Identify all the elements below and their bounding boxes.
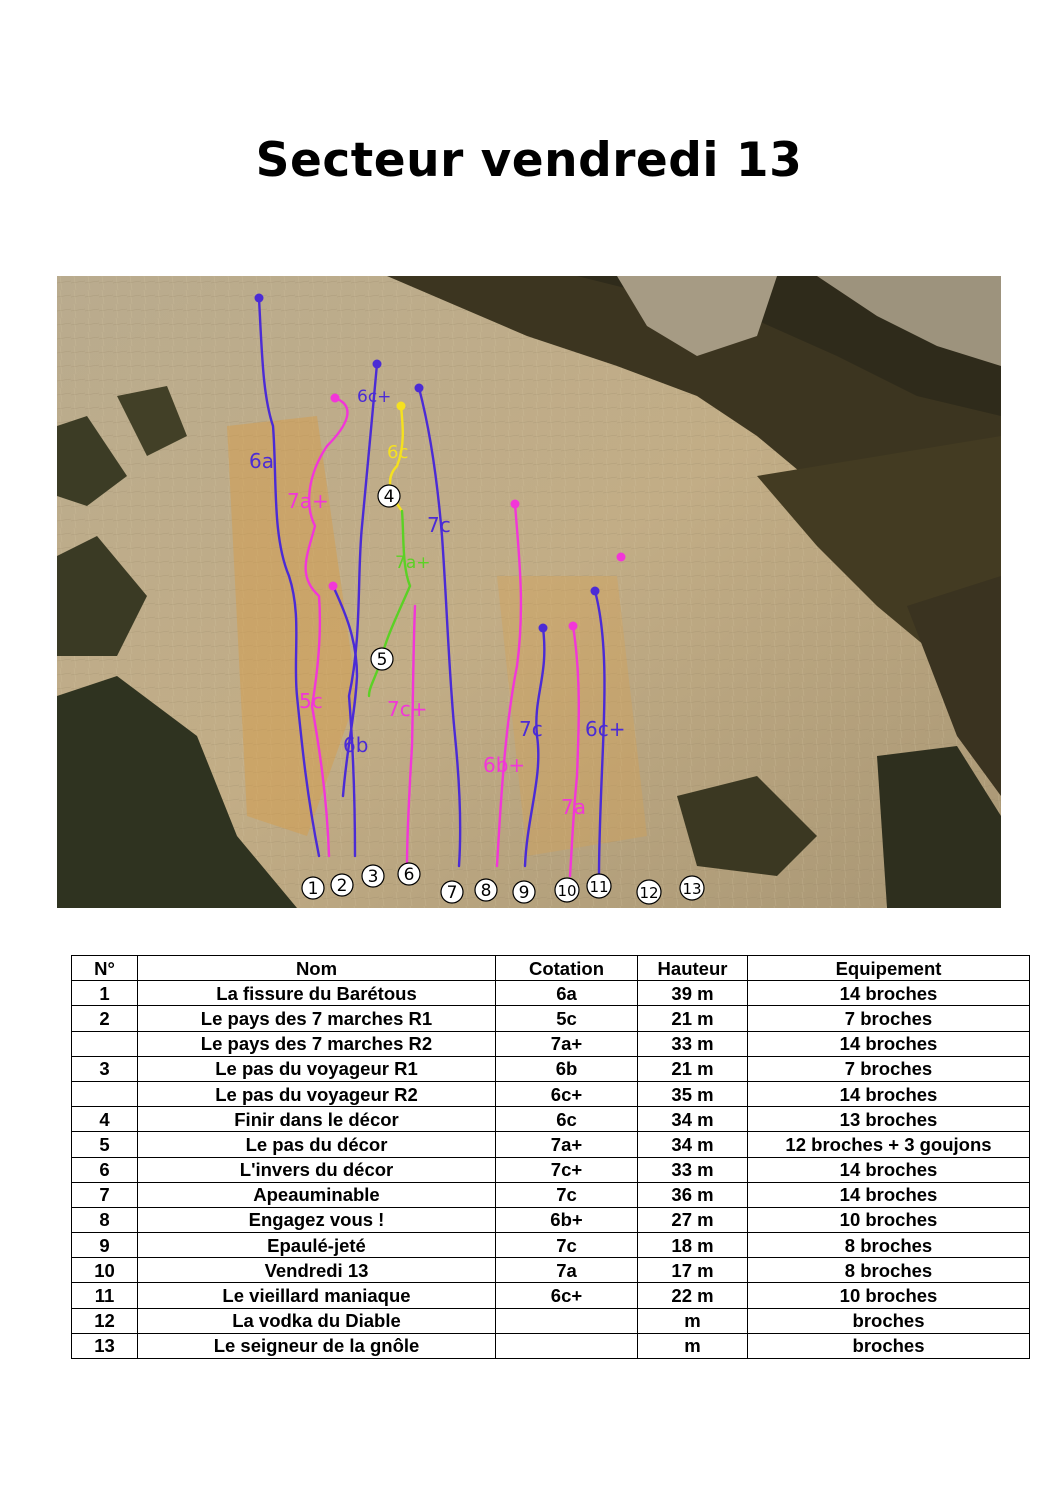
- cell-height: 18 m: [638, 1233, 748, 1258]
- cell-number: [72, 1031, 138, 1056]
- cell-height: 35 m: [638, 1081, 748, 1106]
- route-4-top-dot: [397, 402, 406, 411]
- cell-number: 8: [72, 1207, 138, 1232]
- header-grade: Cotation: [496, 956, 638, 981]
- page-title: Secteur vendredi 13: [255, 133, 803, 188]
- svg-text:8: 8: [480, 881, 492, 901]
- cell-grade: 6c+: [496, 1283, 638, 1308]
- cell-height: 27 m: [638, 1207, 748, 1232]
- cell-height: 21 m: [638, 1006, 748, 1031]
- cell-equipment: 13 broches: [748, 1107, 1030, 1132]
- grade-label-route-3-upper: 6c+: [357, 387, 392, 407]
- route-8-top-dot: [511, 500, 520, 509]
- cell-grade: 6c+: [496, 1081, 638, 1106]
- cell-name: Le pas du voyageur R2: [138, 1081, 496, 1106]
- cell-height: 33 m: [638, 1031, 748, 1056]
- cell-grade: 7c+: [496, 1157, 638, 1182]
- cell-number: 12: [72, 1308, 138, 1333]
- table-row: [72, 1157, 1030, 1182]
- route-marker-12: [637, 880, 661, 904]
- cell-name: L'invers du décor: [138, 1157, 496, 1182]
- cell-equipment: 14 broches: [748, 1157, 1030, 1182]
- cell-equipment: 14 broches: [748, 1182, 1030, 1207]
- cell-number: 4: [72, 1107, 138, 1132]
- route-10-top-dot: [569, 622, 578, 631]
- cell-number: 3: [72, 1056, 138, 1081]
- table-row: [72, 1056, 1030, 1081]
- cell-name: Le pas du voyageur R1: [138, 1056, 496, 1081]
- cell-grade: 6a: [496, 981, 638, 1006]
- cell-grade: 7c: [496, 1182, 638, 1207]
- route-9-top-dot: [539, 624, 548, 633]
- cell-name: Apeauminable: [138, 1182, 496, 1207]
- cell-name: Vendredi 13: [138, 1258, 496, 1283]
- route-1-top-dot: [255, 294, 264, 303]
- table-header-row: [72, 956, 1030, 981]
- cell-equipment: 7 broches: [748, 1056, 1030, 1081]
- cell-grade: [496, 1308, 638, 1333]
- cell-number: 1: [72, 981, 138, 1006]
- route-marker-11: [587, 874, 611, 898]
- cell-number: 7: [72, 1182, 138, 1207]
- cell-equipment: 12 broches + 3 goujons: [748, 1132, 1030, 1157]
- table-row: [72, 1031, 1030, 1056]
- cell-name: La fissure du Barétous: [138, 981, 496, 1006]
- cell-name: Finir dans le décor: [138, 1107, 496, 1132]
- table-row: [72, 981, 1030, 1006]
- grade-label-route-7: 7c: [427, 513, 451, 537]
- table-row: [72, 1333, 1030, 1358]
- table-row: [72, 1308, 1030, 1333]
- cell-name: Le pays des 7 marches R2: [138, 1031, 496, 1056]
- cell-grade: 5c: [496, 1006, 638, 1031]
- cell-height: m: [638, 1308, 748, 1333]
- table-row: [72, 1006, 1030, 1031]
- svg-text:2: 2: [336, 876, 348, 896]
- cell-equipment: 14 broches: [748, 1081, 1030, 1106]
- route-marker-10: [555, 878, 579, 902]
- cell-number: [72, 1081, 138, 1106]
- svg-text:7: 7: [446, 883, 458, 903]
- grade-label-route-1: 6a: [249, 449, 274, 473]
- svg-text:10: 10: [557, 882, 577, 900]
- route-marker-6: [398, 863, 420, 885]
- route-marker-8: [475, 879, 497, 901]
- cell-name: Le pays des 7 marches R1: [138, 1006, 496, 1031]
- cell-number: 2: [72, 1006, 138, 1031]
- grade-label-route-2-upper: 7a+: [287, 489, 329, 513]
- cell-equipment: 8 broches: [748, 1233, 1030, 1258]
- svg-text:9: 9: [518, 883, 530, 903]
- cell-height: 34 m: [638, 1107, 748, 1132]
- grade-label-route-6: 7c+: [387, 697, 428, 721]
- cell-name: La vodka du Diable: [138, 1308, 496, 1333]
- header-name: Nom: [138, 956, 496, 981]
- topo-image: [57, 276, 1001, 908]
- route-marker-9: [513, 881, 535, 903]
- route-marker-2: [331, 874, 353, 896]
- header-equipment: Equipement: [748, 956, 1030, 981]
- cell-equipment: 10 broches: [748, 1283, 1030, 1308]
- table-row: [72, 1207, 1030, 1232]
- cell-equipment: broches: [748, 1333, 1030, 1358]
- table-row: [72, 1081, 1030, 1106]
- cell-number: 13: [72, 1333, 138, 1358]
- cell-number: 5: [72, 1132, 138, 1157]
- svg-text:6: 6: [403, 865, 415, 885]
- route-7-top-dot: [415, 384, 424, 393]
- cell-equipment: broches: [748, 1308, 1030, 1333]
- cell-grade: 7a: [496, 1258, 638, 1283]
- cell-grade: 7a+: [496, 1031, 638, 1056]
- cell-equipment: 14 broches: [748, 1031, 1030, 1056]
- cell-height: 21 m: [638, 1056, 748, 1081]
- table-row: [72, 1283, 1030, 1308]
- route-2-relay-dot: [329, 582, 338, 591]
- svg-text:11: 11: [589, 878, 609, 896]
- route-extra-top-dot: [617, 553, 626, 562]
- table-body: [72, 981, 1030, 1359]
- cell-number: 6: [72, 1157, 138, 1182]
- cell-height: 34 m: [638, 1132, 748, 1157]
- cell-height: 33 m: [638, 1157, 748, 1182]
- svg-text:1: 1: [307, 879, 319, 899]
- cell-height: 39 m: [638, 981, 748, 1006]
- cell-name: Epaulé-jeté: [138, 1233, 496, 1258]
- grade-label-route-2-lower: 5c: [299, 689, 323, 713]
- header-number: N°: [72, 956, 138, 981]
- grade-label-route-4: 6c: [387, 442, 409, 463]
- cell-height: m: [638, 1333, 748, 1358]
- cell-name: Le pas du décor: [138, 1132, 496, 1157]
- svg-text:13: 13: [682, 880, 702, 898]
- grade-label-route-10: 7a: [561, 795, 586, 819]
- table-row: [72, 1182, 1030, 1207]
- route-table: [71, 955, 1030, 1359]
- cell-number: 10: [72, 1258, 138, 1283]
- grade-label-route-5: 7a+: [395, 553, 431, 573]
- cell-equipment: 8 broches: [748, 1258, 1030, 1283]
- grade-label-route-9: 7c: [519, 717, 543, 741]
- route-3-top-dot: [373, 360, 382, 369]
- table-row: [72, 1233, 1030, 1258]
- cell-grade: 6c: [496, 1107, 638, 1132]
- route-11-top-dot: [591, 587, 600, 596]
- cell-name: Engagez vous !: [138, 1207, 496, 1232]
- svg-text:4: 4: [383, 487, 395, 507]
- cell-height: 17 m: [638, 1258, 748, 1283]
- header-height: Hauteur: [638, 956, 748, 981]
- cell-height: 36 m: [638, 1182, 748, 1207]
- svg-text:12: 12: [639, 884, 659, 902]
- cell-number: 9: [72, 1233, 138, 1258]
- grade-label-route-11: 6c+: [585, 717, 626, 741]
- route-2-top-dot: [331, 394, 340, 403]
- cell-grade: 7c: [496, 1233, 638, 1258]
- cell-number: 11: [72, 1283, 138, 1308]
- route-marker-4: [378, 485, 400, 507]
- cell-grade: 6b: [496, 1056, 638, 1081]
- cell-height: 22 m: [638, 1283, 748, 1308]
- svg-text:3: 3: [367, 867, 379, 887]
- cell-grade: 7a+: [496, 1132, 638, 1157]
- cell-equipment: 14 broches: [748, 981, 1030, 1006]
- cell-grade: 6b+: [496, 1207, 638, 1232]
- cell-name: Le seigneur de la gnôle: [138, 1333, 496, 1358]
- topo-photo: [57, 276, 1001, 908]
- svg-text:5: 5: [376, 650, 388, 670]
- grade-label-route-8: 6b+: [483, 753, 526, 777]
- cell-grade: [496, 1333, 638, 1358]
- route-marker-5: [371, 648, 393, 670]
- grade-label-route-3-lower: 6b: [343, 733, 369, 757]
- route-marker-3: [362, 865, 384, 887]
- table-row: [72, 1258, 1030, 1283]
- cell-equipment: 7 broches: [748, 1006, 1030, 1031]
- cell-equipment: 10 broches: [748, 1207, 1030, 1232]
- route-marker-13: [680, 876, 704, 900]
- route-marker-7: [441, 881, 463, 903]
- cell-name: Le vieillard maniaque: [138, 1283, 496, 1308]
- table-row: [72, 1107, 1030, 1132]
- table-row: [72, 1132, 1030, 1157]
- route-marker-1: [302, 877, 324, 899]
